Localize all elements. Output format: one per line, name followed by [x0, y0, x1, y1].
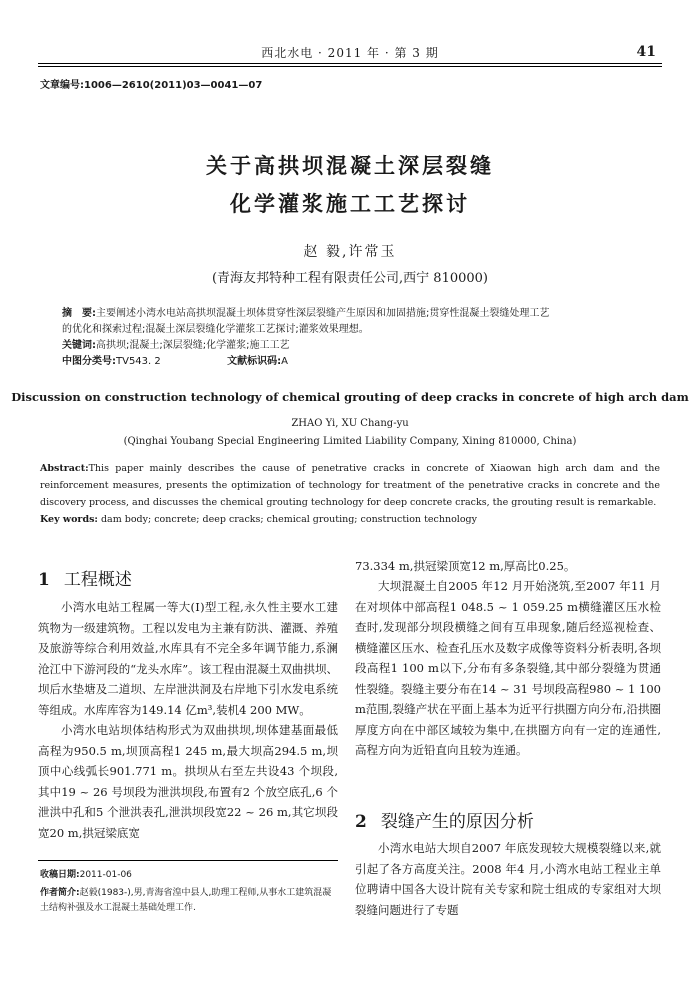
section-1-title: 工程概述 [63, 570, 132, 590]
author-bio-label: 作者简介: [40, 888, 80, 898]
english-abstract-label: Abstract: [40, 463, 89, 474]
english-affiliation: (Qinghai Youbang Special Engineering Limited Liability Company, Xining 810000, China) [123, 436, 577, 447]
author-bio [40, 886, 340, 916]
right-column-continuation: 73.334 m,拱冠梁顶宽12 m,厚高比0.25。 [355, 559, 576, 573]
section-2-title: 裂缝产生的原因分析 [380, 812, 534, 832]
classification-row [62, 354, 642, 370]
authors: 赵 毅,许常玉 [303, 244, 397, 260]
keywords-cn [62, 338, 642, 354]
english-authors: ZHAO Yi, XU Chang-yu [291, 418, 409, 429]
section-1-heading [38, 565, 338, 590]
abstract-cn-line1: 主要阐述小湾水电站高拱坝混凝土坝体贯穿性深层裂缝产生原因和加固措施;贯穿性混凝土裂缝处理工艺 [96, 308, 550, 319]
abstract-cn [62, 306, 642, 322]
section-2-paragraph-1: 小湾水电站大坝自2007 年底发现较大规模裂缝以来,就引起了各方高度关注。2008 年4 月,小湾水电站工程业主单位聘请中国各大设计院有关专家和院士组成的专家组对大坝裂缝问题进行了专题 [355, 841, 661, 917]
keywords-cn-text: 高拱坝;混凝土;深层裂缝;化学灌浆;施工工艺 [96, 340, 290, 351]
chinese-abstract-block [62, 306, 642, 370]
footnote-rule [38, 860, 338, 861]
author-bio-text: 赵毅(1983-),男,青海省湟中县人,助理工程师,从事水工建筑混凝土结构补强及水工混凝土基础处理工作. [40, 888, 332, 913]
page-number: 41 [636, 44, 656, 60]
english-keywords [40, 511, 660, 528]
title-line-2: 化学灌浆施工工艺探讨 [230, 191, 470, 216]
section-1-paragraph-1: 小湾水电站工程属一等大(Ⅰ)型工程,永久性主要水工建筑物为一级建筑物。工程以发电为主兼有防洪、灌溉、养殖及旅游等综合利用效益,水库具有不完全多年调节能力,系澜沧江中下游河段的“龙头水库”。该工程由混凝土双曲拱坝、坝后水垫塘及二道坝、左岸泄洪洞及右岸地下引水发电系统等组成。水库库容为149.14 亿m³,装机4 200 MW。 [38, 600, 338, 717]
doc-code-value: A [281, 356, 288, 367]
article-number: 文章编号:1006—2610(2011)03—0041—07 [40, 80, 263, 91]
crack-description-paragraph: 大坝混凝土自2005 年12 月开始浇筑,至2007 年11 月在对坝体中部高程1 048.5 ~ 1 059.25 m横缝灌区压水检查时,发现部分坝段横缝之间有互串现象,随后经巡视检查、横缝灌区压水、检查孔压水及数字成像等资料分析表明,各坝段高程1 100 m以下,分布有多条裂缝,其中部分裂缝为贯通性裂缝。裂缝主要分布在14 ~ 31 号坝段高程980 ~ 1 100 m范围,裂缝产状在平面上基本为近平行拱圈方向分布,沿拱圈厚度方向在中部区域较为集中,在拱圈方向有一定的连通性,高程方向为近铅直向且较为连通。 [355, 579, 661, 757]
section-2-number: 2 [355, 812, 367, 832]
affiliation: (青海友邦特种工程有限责任公司,西宁 810000) [211, 271, 489, 286]
received-date [40, 868, 340, 883]
header-rule-thin [38, 66, 662, 67]
english-abstract-text: This paper mainly describes the cause of penetrative cracks in concrete of Xiaowan high arch dam and the reinforcement measures, presents the optimization of technology for treatment of the penetrative cracks in concrete and the discovery process, and discusses the chemical grouting technology for deep concrete cracks, the grouting result is remarkable. [40, 463, 660, 508]
english-abstract-block [40, 460, 660, 528]
journal-header: 西北水电 · 2011 年 · 第 3 期 [261, 46, 439, 60]
received-label: 收稿日期: [40, 870, 80, 880]
abstract-cn-label: 摘 要: [62, 308, 96, 319]
section-1-number: 1 [38, 570, 50, 590]
section-2-heading [355, 807, 661, 832]
keywords-cn-label: 关键词: [62, 340, 96, 351]
section-1-paragraph-2: 小湾水电站坝体结构形式为双曲拱坝,坝体建基面最低高程为950.5 m,坝顶高程1 245 m,最大坝高294.5 m,坝顶中心线弧长901.771 m。拱坝从右至左共设43 个坝段,其中19 ~ 26 号坝段为泄洪坝段,布置有2 个放空底孔,6 个泄洪中孔和5 个泄洪表孔,泄洪坝段宽22 ~ 26 m,其它坝段宽20 m,拱冠梁底宽 [38, 723, 338, 840]
english-abstract [40, 460, 660, 511]
english-keywords-label: Key words: [40, 514, 98, 525]
clc-label: 中图分类号: [62, 356, 116, 367]
received-value: 2011-01-06 [79, 870, 132, 880]
header-rule [38, 63, 662, 64]
clc-value: TV543. 2 [116, 356, 161, 367]
abstract-cn-line2: 的优化和探索过程;混凝土深层裂缝化学灌浆工艺探讨;灌浆效果理想。 [62, 324, 369, 335]
english-keywords-text: dam body; concrete; deep cracks; chemical grouting; construction technology [100, 514, 477, 525]
doc-code-label: 文献标识码: [227, 356, 282, 367]
english-title: Discussion on construction technology of chemical grouting of deep cracks in concrete of high arch dam [11, 390, 689, 404]
title-line-1: 关于高拱坝混凝土深层裂缝 [206, 153, 494, 178]
